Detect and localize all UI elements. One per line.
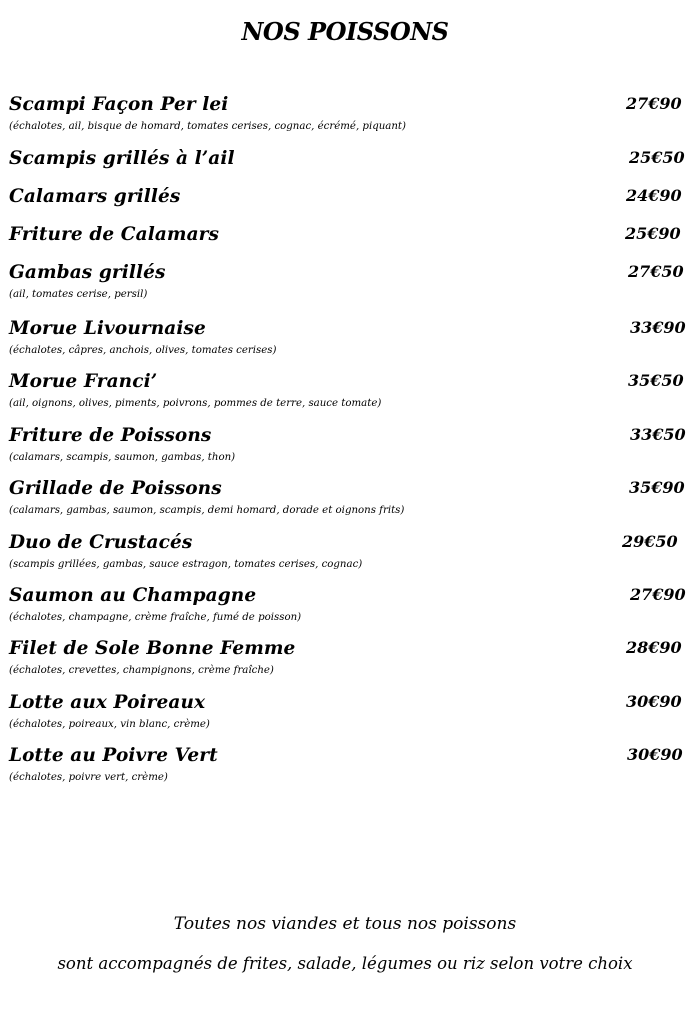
dish-name: Saumon au Champagne — [9, 585, 257, 606]
dish-description: (ail, tomates cerise, persil) — [9, 289, 148, 300]
dish-name: Lotte aux Poireaux — [9, 692, 206, 713]
dish-price: 24€90 — [626, 186, 682, 205]
dish-name: Gambas grillés — [9, 262, 166, 283]
dish-price: 25€90 — [625, 224, 681, 243]
dish-name: Filet de Sole Bonne Femme — [9, 638, 296, 659]
dish-description: (calamars, gambas, saumon, scampis, demi homard, dorade et oignons frits) — [9, 505, 405, 516]
page-title: NOS POISSONS — [241, 17, 449, 46]
dish-price: 29€50 — [622, 532, 678, 551]
dish-name: Duo de Crustacés — [9, 532, 193, 553]
dish-name: Scampi Façon Per lei — [9, 94, 229, 115]
dish-description: (échalotes, poireaux, vin blanc, crème) — [9, 719, 210, 730]
dish-price: 33€90 — [630, 318, 686, 337]
dish-name: Morue Franci’ — [9, 371, 158, 392]
dish-name: Lotte au Poivre Vert — [9, 745, 218, 766]
dish-name: Morue Livournaise — [9, 318, 206, 339]
dish-description: (ail, oignons, olives, piments, poivrons, pommes de terre, sauce tomate) — [9, 398, 382, 409]
dish-name: Scampis grillés à l’ail — [9, 148, 235, 169]
dish-description: (échalotes, champagne, crème fraîche, fumé de poisson) — [9, 612, 302, 623]
dish-price: 35€90 — [629, 478, 685, 497]
dish-description: (échalotes, ail, bisque de homard, tomates cerises, cognac, écrémé, piquant) — [9, 121, 406, 132]
dish-description: (scampis grillées, gambas, sauce estragon, tomates cerises, cognac) — [9, 559, 363, 570]
dish-name: Grillade de Poissons — [9, 478, 222, 499]
footer-note-line-2: sont accompagnés de frites, salade, légumes ou riz selon votre choix — [57, 954, 633, 973]
dish-price: 27€90 — [630, 585, 686, 604]
dish-name: Friture de Calamars — [9, 224, 220, 245]
dish-description: (échalotes, crevettes, champignons, crème fraîche) — [9, 665, 274, 676]
dish-price: 27€50 — [628, 262, 684, 281]
dish-description: (calamars, scampis, saumon, gambas, thon) — [9, 452, 236, 463]
dish-price: 33€50 — [630, 425, 686, 444]
dish-price: 35€50 — [628, 371, 684, 390]
footer-note-line-1: Toutes nos viandes et tous nos poissons — [173, 914, 517, 934]
dish-name: Friture de Poissons — [9, 425, 212, 446]
dish-price: 30€90 — [627, 745, 683, 764]
dish-price: 30€90 — [626, 692, 682, 711]
dish-price: 28€90 — [626, 638, 682, 657]
dish-description: (échalotes, câpres, anchois, olives, tomates cerises) — [9, 345, 277, 356]
dish-description: (échalotes, poivre vert, crème) — [9, 772, 168, 783]
dish-price: 25€50 — [629, 148, 685, 167]
dish-name: Calamars grillés — [9, 186, 181, 207]
dish-price: 27€90 — [626, 94, 682, 113]
